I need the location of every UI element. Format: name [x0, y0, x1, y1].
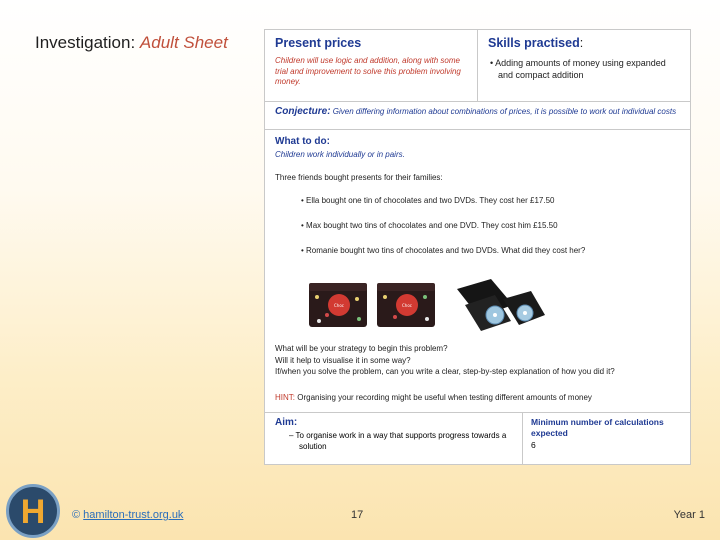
skills-heading-text: Skills practised	[488, 36, 580, 50]
hamilton-trust-link[interactable]: hamilton-trust.org.uk	[83, 509, 184, 521]
conjecture-text: Given differing information about combinations of prices, it is possible to work out individual costs	[332, 107, 677, 116]
present-prices-cell	[265, 30, 478, 102]
skill-item: • Adding amounts of money using expanded and compact addition	[490, 58, 666, 80]
product-pictures	[305, 275, 605, 335]
present-prices-heading: Present prices	[275, 36, 362, 50]
slide-title-main: Investigation:	[35, 33, 136, 52]
bullet-item: • Max bought two tins of chocolates and one DVD. They cost him £15.50	[301, 221, 558, 230]
hint-line	[275, 393, 592, 402]
question-line: What will be your strategy to begin this problem?	[275, 344, 448, 353]
chocolate-tin-icon	[377, 283, 435, 327]
aim-item: – To organise work in a way that supports progress towards a solution	[289, 431, 507, 451]
bullet-item: • Ella bought one tin of chocolates and two DVDs. They cost her £17.50	[301, 196, 555, 205]
hint-label: HINT:	[275, 393, 295, 402]
min-calculations-cell	[523, 413, 690, 465]
bullet-item: • Romanie bought two tins of chocolates and two DVDs. What did they cost her?	[301, 246, 586, 255]
logo-letter: H	[20, 493, 46, 531]
skill-item-text: Adding amounts of money using expanded and compact addition	[495, 58, 666, 80]
conjecture-label: Conjecture:	[275, 106, 331, 117]
aim-heading: Aim:	[275, 417, 298, 428]
what-to-do-section	[265, 130, 690, 413]
skills-heading	[488, 36, 682, 50]
copyright-symbol: ©	[72, 509, 81, 521]
chocolate-tin-icon	[309, 283, 367, 327]
slide-title	[35, 33, 228, 53]
question-line: If/when you solve the problem, can you write a clear, step-by-step explanation of how you did it?	[275, 367, 615, 376]
slide-title-sub: Adult Sheet	[139, 33, 228, 52]
skills-cell	[478, 30, 690, 102]
worksheet-card	[264, 29, 691, 465]
logo-h-icon	[9, 487, 57, 535]
tin-label: Choc	[402, 303, 412, 308]
what-to-do-heading: What to do:	[275, 136, 330, 147]
strategy-questions	[275, 343, 615, 378]
copyright	[72, 509, 183, 521]
work-mode: Children work individually or in pairs.	[275, 150, 405, 159]
question-line: Will it help to visualise it in some way?	[275, 355, 411, 365]
tin-label: Choc	[334, 303, 344, 308]
aim-row	[265, 413, 690, 465]
dvd-case-icon	[457, 279, 545, 331]
prices-note: Children will use logic and addition, along with some trial and improvement to solve this problem involving money.	[275, 56, 461, 86]
year-label: Year 1	[673, 509, 705, 521]
min-calculations-heading: Minimum number of calculations expected	[531, 417, 664, 438]
header-row	[265, 30, 690, 102]
page-number: 17	[351, 509, 364, 521]
problem-intro: Three friends bought presents for their families:	[275, 173, 443, 182]
hint-text: Organising your recording might be useful when testing different amounts of money	[297, 393, 592, 402]
hamilton-logo	[6, 484, 60, 538]
aim-cell	[265, 413, 523, 465]
conjecture-row	[265, 102, 690, 130]
min-calculations-value: 6	[531, 440, 536, 450]
problem-bullets	[275, 196, 682, 271]
skills-heading-colon: :	[579, 36, 584, 50]
